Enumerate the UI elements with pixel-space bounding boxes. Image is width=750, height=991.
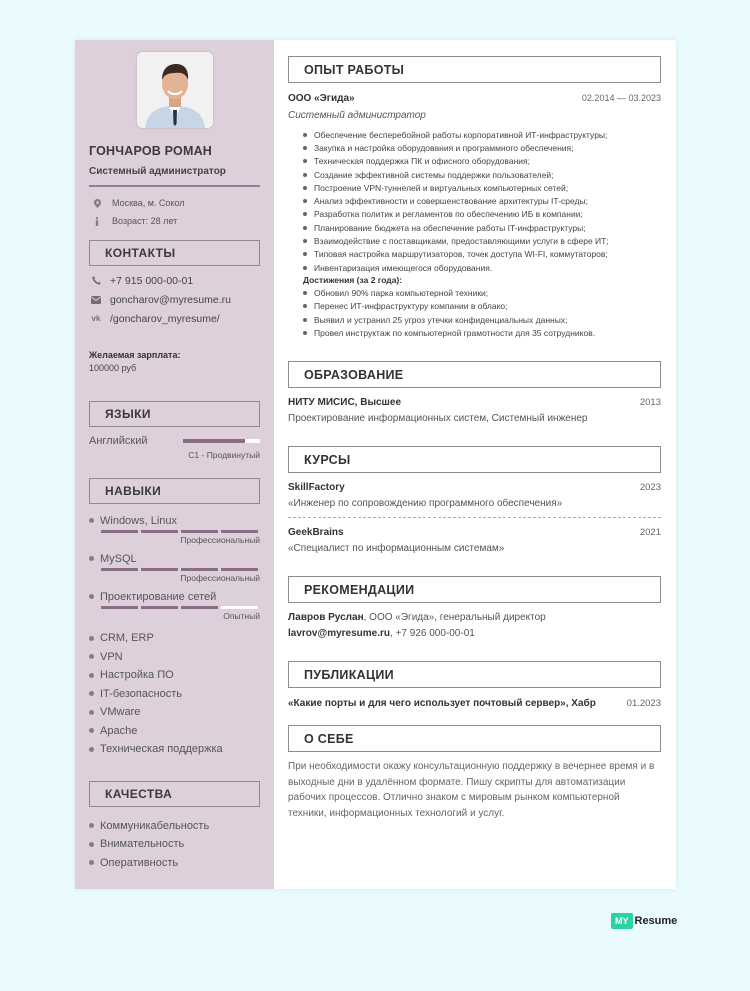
skill-item bbox=[89, 589, 260, 621]
achievements-label: Достижения (за 2 года): bbox=[303, 275, 403, 286]
list-item: Обновил 90% парка компьютерной техники; bbox=[303, 286, 661, 299]
job-period: 02.2014 — 03.2023 bbox=[581, 93, 661, 103]
list-item: Инвентаризация имеющегося оборудования. bbox=[303, 261, 661, 274]
vk-row bbox=[89, 309, 260, 328]
skill-item bbox=[89, 551, 260, 583]
duties-list bbox=[303, 128, 661, 274]
location-row bbox=[89, 194, 260, 212]
course-name: «Инженер по сопровождению программного обеспечения» bbox=[288, 498, 563, 510]
recommender-email[interactable]: lavrov@myresume.ru bbox=[288, 628, 391, 640]
list-item: VPN bbox=[89, 648, 260, 667]
list-item: Типовая настройка маршрутизаторов, точек доступа WI-FI, коммутаторов; bbox=[303, 248, 661, 261]
main-content bbox=[274, 40, 676, 889]
skill-segment bbox=[221, 568, 258, 571]
candidate-name: ГОНЧАРОВ РОМАН bbox=[89, 144, 213, 158]
skills-heading: НАВЫКИ bbox=[89, 478, 260, 504]
skill-level: Опытный bbox=[223, 611, 260, 621]
publication-date: 01.2023 bbox=[626, 698, 661, 710]
languages-heading: ЯЗЫКИ bbox=[89, 401, 260, 427]
resume-page bbox=[75, 40, 676, 889]
skill-level: Профессиональный bbox=[180, 573, 260, 583]
list-item: IT-безопасность bbox=[89, 685, 260, 704]
skill-segment bbox=[181, 606, 218, 609]
education-heading: ОБРАЗОВАНИЕ bbox=[288, 361, 661, 388]
recommender-name: Лавров Руслан bbox=[288, 612, 364, 624]
logo-badge: MY bbox=[611, 913, 633, 929]
salary-value: 100000 руб bbox=[89, 363, 137, 373]
skills-list bbox=[89, 629, 260, 759]
list-item: Построение VPN-туннелей и виртуальных компьютерных сетей; bbox=[303, 181, 661, 194]
skill-segment bbox=[221, 530, 258, 533]
recommender-position: , ООО «Эгида», генеральный директор bbox=[363, 612, 546, 624]
recommender-contacts bbox=[288, 628, 661, 639]
divider bbox=[89, 185, 260, 187]
list-item: Настройка ПО bbox=[89, 666, 260, 685]
skill-segment bbox=[141, 530, 178, 533]
vk-icon: vk bbox=[91, 314, 101, 323]
list-item: Apache bbox=[89, 722, 260, 741]
location-pin-icon bbox=[89, 199, 105, 208]
list-item: Обеспечение бесперебойной работы корпоративной ИТ-инфраструктуры; bbox=[303, 128, 661, 141]
recommender-phone: , +7 926 000-00-01 bbox=[390, 628, 475, 640]
skill-segment bbox=[141, 606, 178, 609]
course-year: 2021 bbox=[639, 527, 661, 539]
list-item: Взаимодействие с поставщиками, предоставляющими услуги в сфере ИТ; bbox=[303, 234, 661, 247]
profile-photo bbox=[137, 52, 213, 128]
logo-text: Resume bbox=[634, 915, 678, 927]
skill-item bbox=[89, 513, 260, 545]
education-detail: Проектирование информационных систем, Системный инженер bbox=[288, 413, 588, 425]
publication-item bbox=[288, 698, 661, 709]
list-item: Анализ эффективности и совершенствование архитектуры IT-среды; bbox=[303, 194, 661, 207]
language-item bbox=[89, 435, 260, 460]
skill-name: MySQL bbox=[100, 552, 137, 565]
skill-segment bbox=[181, 568, 218, 571]
vk-text[interactable]: /goncharov_myresume/ bbox=[110, 312, 220, 325]
myresume-logo bbox=[611, 913, 677, 929]
email-text[interactable]: goncharov@myresume.ru bbox=[110, 293, 231, 306]
course-org: SkillFactory bbox=[288, 482, 345, 494]
list-item: Перенес ИТ-инфраструктуру компании в облако; bbox=[303, 300, 661, 313]
phone-icon bbox=[89, 276, 103, 285]
qualities-list bbox=[89, 817, 260, 873]
skill-segment bbox=[101, 606, 138, 609]
email-row bbox=[89, 290, 260, 309]
graduation-year: 2013 bbox=[639, 397, 661, 409]
phone-row bbox=[89, 271, 260, 290]
skill-bar bbox=[101, 530, 260, 533]
skill-bar bbox=[101, 606, 260, 609]
skill-level: Профессиональный bbox=[180, 535, 260, 545]
skill-segment bbox=[101, 530, 138, 533]
list-item: Техническая поддержка bbox=[89, 740, 260, 759]
list-item: Коммуникабельность bbox=[89, 817, 260, 836]
course-year: 2023 bbox=[639, 482, 661, 494]
list-item: Создание эффективной системы поддержки пользователей; bbox=[303, 168, 661, 181]
divider bbox=[288, 517, 661, 518]
list-item: Планирование бюджета на обеспечение работы IT-инфраструктуры; bbox=[303, 221, 661, 234]
achievements-list bbox=[303, 286, 661, 339]
job-header bbox=[288, 93, 661, 104]
skill-bar bbox=[101, 568, 260, 571]
skill-segment bbox=[141, 568, 178, 571]
language-name: Английский bbox=[89, 435, 148, 447]
age-row bbox=[89, 212, 260, 230]
course-org: GeekBrains bbox=[288, 527, 344, 539]
personal-info bbox=[89, 194, 260, 230]
list-item: Закупка и настройка оборудования и программного обеспечения; bbox=[303, 141, 661, 154]
language-level-bar bbox=[183, 439, 260, 443]
course-header bbox=[288, 482, 661, 493]
salary-label: Желаемая зарплата: bbox=[89, 350, 181, 360]
list-item: Разработка политик и регламентов по обеспечению ИБ в компании; bbox=[303, 208, 661, 221]
phone-text[interactable]: +7 915 000-00-01 bbox=[110, 274, 194, 287]
skill-segment bbox=[101, 568, 138, 571]
list-item: Оперативность bbox=[89, 854, 260, 873]
skill-segment bbox=[221, 606, 258, 609]
age-text: Возраст: 28 лет bbox=[112, 216, 178, 226]
recommendations-heading: РЕКОМЕНДАЦИИ bbox=[288, 576, 661, 603]
about-text: При необходимости окажу консультационную поддержку в вечернее время и в выходные дни в удалённом формате. Пишу скрипты для автоматизации рабочих процессов. Отлично знаком с мировым рынком компьютерной техники, информационных технологий и услуг. bbox=[288, 761, 655, 819]
course-name: «Специалист по информационным системам» bbox=[288, 543, 505, 555]
courses-heading: КУРСЫ bbox=[288, 446, 661, 473]
about-heading: О СЕБЕ bbox=[288, 725, 661, 752]
skill-name: Windows, Linux bbox=[100, 514, 178, 527]
info-icon bbox=[89, 217, 105, 226]
skill-name: Проектирование сетей bbox=[100, 590, 217, 603]
language-level: С1 - Продвинутый bbox=[188, 450, 260, 460]
list-item: Провел инструктаж по компьютерной грамотности для 35 сотрудников. bbox=[303, 326, 661, 339]
rated-skills bbox=[89, 513, 260, 621]
list-item: Выявил и устранил 25 угроз утечки конфиденциальных данных; bbox=[303, 313, 661, 326]
skill-segment bbox=[181, 530, 218, 533]
qualities-heading: КАЧЕСТВА bbox=[89, 781, 260, 807]
list-item: VMware bbox=[89, 703, 260, 722]
experience-heading: ОПЫТ РАБОТЫ bbox=[288, 56, 661, 83]
location-text: Москва, м. Сокол bbox=[112, 198, 185, 208]
publication-title: «Какие порты и для чего использует почтовый сервер», Хабр bbox=[288, 698, 596, 710]
publications-heading: ПУБЛИКАЦИИ bbox=[288, 661, 661, 688]
recommender-line bbox=[288, 612, 661, 623]
job-title: Системный администратор bbox=[288, 110, 426, 121]
education-header bbox=[288, 397, 661, 408]
company-name: ООО «Эгида» bbox=[288, 93, 355, 104]
list-item: CRM, ERP bbox=[89, 629, 260, 648]
contacts-list bbox=[89, 271, 260, 328]
list-item: Техническая поддержка ПК и офисного оборудования; bbox=[303, 155, 661, 168]
sidebar bbox=[75, 40, 274, 889]
list-item: Внимательность bbox=[89, 835, 260, 854]
person-photo-icon bbox=[137, 52, 213, 128]
contacts-heading: КОНТАКТЫ bbox=[89, 240, 260, 266]
course-header bbox=[288, 527, 661, 538]
envelope-icon bbox=[89, 296, 103, 304]
candidate-role: Системный администратор bbox=[89, 166, 226, 177]
school-name: НИТУ МИСИС, Высшее bbox=[288, 397, 402, 409]
